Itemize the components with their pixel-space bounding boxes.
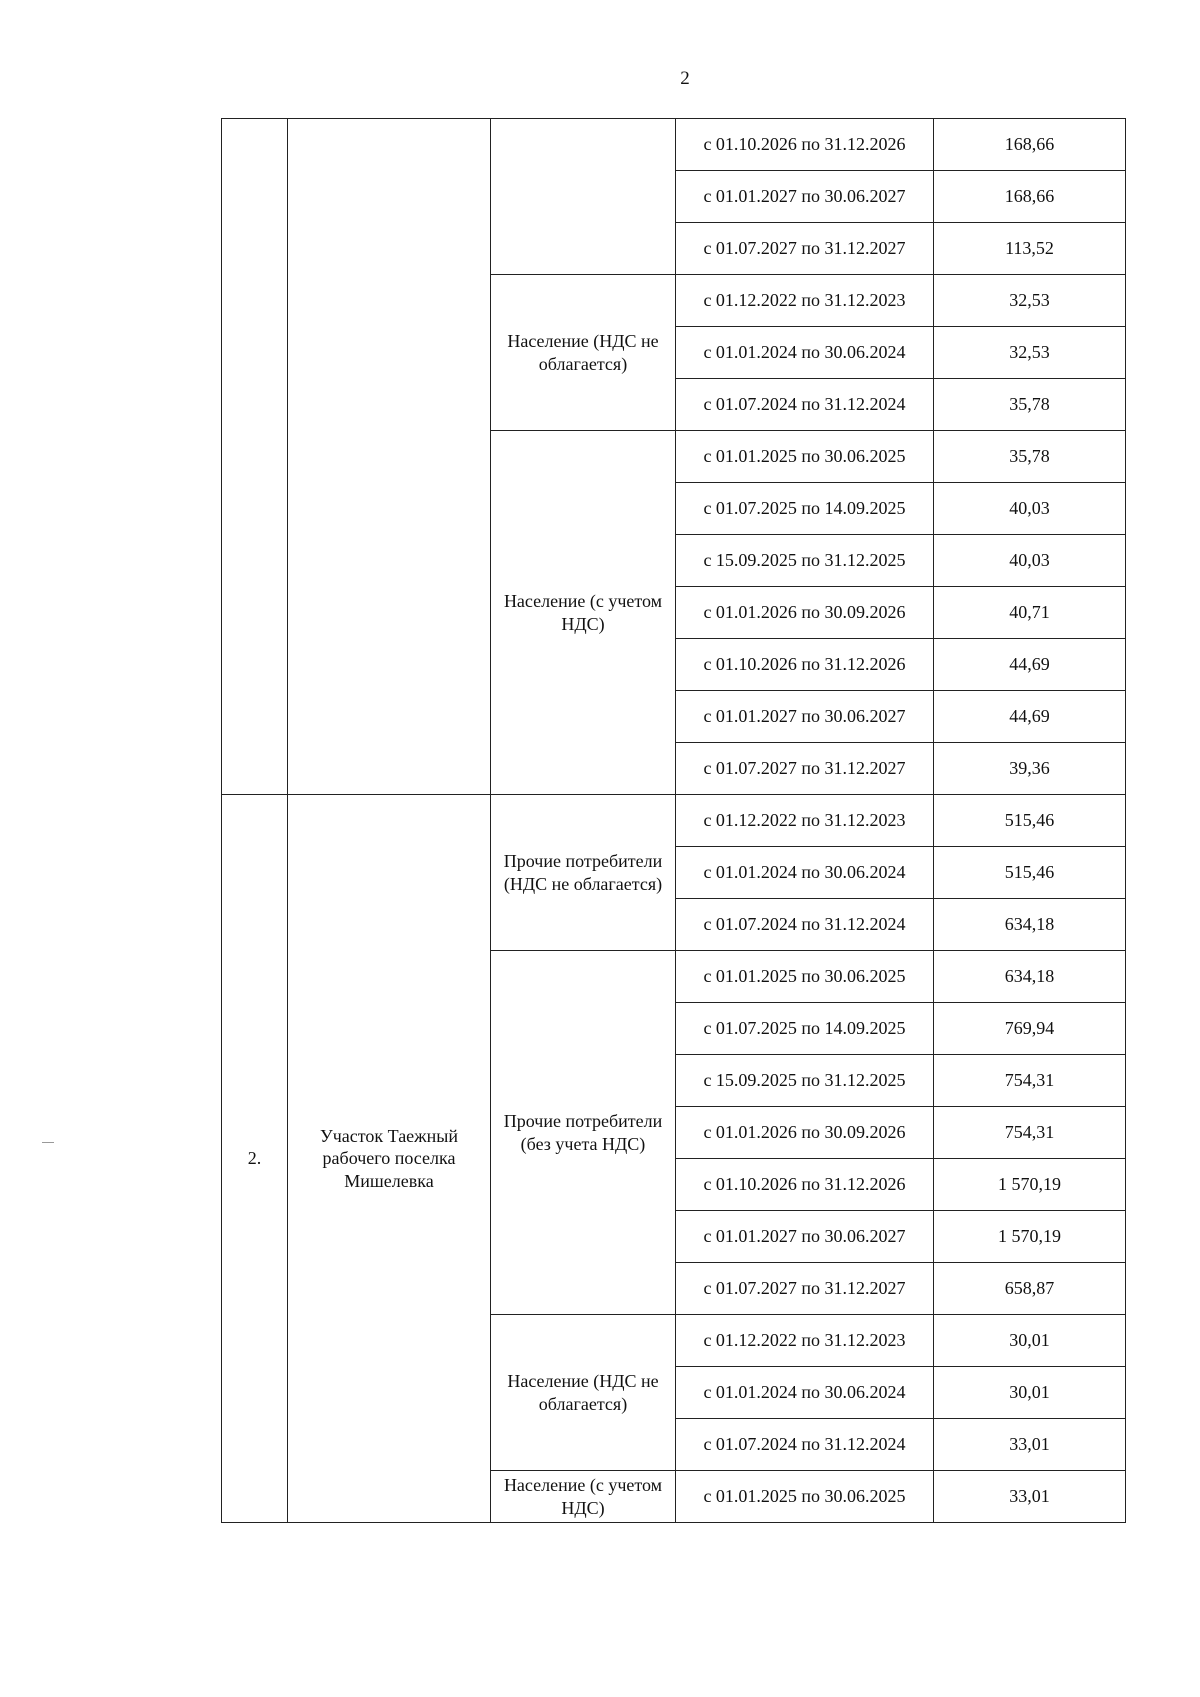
tariff-value-cell: 634,18 [934,899,1126,951]
period-cell: с 01.01.2025 по 30.06.2025 [676,1471,934,1523]
row-number-cell [222,119,288,795]
tariff-value-cell: 40,71 [934,587,1126,639]
period-cell: с 01.12.2022 по 31.12.2023 [676,795,934,847]
tariff-value-cell: 33,01 [934,1471,1126,1523]
tariff-value-cell: 1 570,19 [934,1159,1126,1211]
tariff-table [221,118,1126,1523]
period-cell: с 01.12.2022 по 31.12.2023 [676,1315,934,1367]
row-number-cell: 2. [222,795,288,1523]
period-cell: с 01.01.2027 по 30.06.2027 [676,1211,934,1263]
tariff-value-cell: 40,03 [934,535,1126,587]
tariff-value-cell: 44,69 [934,639,1126,691]
tariff-table-body [222,119,1126,1523]
period-cell: с 01.10.2026 по 31.12.2026 [676,639,934,691]
consumer-group-cell: Прочие потребители (НДС не облагается) [491,795,676,951]
object-name-cell: Участок Таежный рабочего поселка Мишелевка [288,795,491,1523]
tariff-value-cell: 769,94 [934,1003,1126,1055]
consumer-group-cell [491,119,676,275]
period-cell: с 01.07.2024 по 31.12.2024 [676,899,934,951]
period-cell: с 15.09.2025 по 31.12.2025 [676,1055,934,1107]
period-cell: с 01.10.2026 по 31.12.2026 [676,1159,934,1211]
tariff-value-cell: 168,66 [934,119,1126,171]
tariff-value-cell: 754,31 [934,1055,1126,1107]
period-cell: с 01.07.2027 по 31.12.2027 [676,223,934,275]
scan-mark [42,1142,54,1143]
tariff-value-cell: 634,18 [934,951,1126,1003]
tariff-value-cell: 30,01 [934,1315,1126,1367]
tariff-value-cell: 113,52 [934,223,1126,275]
table-row [222,119,1126,171]
tariff-value-cell: 35,78 [934,431,1126,483]
consumer-group-cell: Прочие потребители (без учета НДС) [491,951,676,1315]
period-cell: с 01.07.2024 по 31.12.2024 [676,379,934,431]
period-cell: с 01.01.2024 по 30.06.2024 [676,1367,934,1419]
period-cell: с 01.01.2024 по 30.06.2024 [676,847,934,899]
period-cell: с 01.01.2025 по 30.06.2025 [676,431,934,483]
period-cell: с 01.01.2024 по 30.06.2024 [676,327,934,379]
consumer-group-cell: Население (с учетом НДС) [491,431,676,795]
consumer-group-cell: Население (НДС не облагается) [491,1315,676,1471]
period-cell: с 01.10.2026 по 31.12.2026 [676,119,934,171]
period-cell: с 15.09.2025 по 31.12.2025 [676,535,934,587]
tariff-value-cell: 515,46 [934,795,1126,847]
tariff-value-cell: 32,53 [934,275,1126,327]
consumer-group-cell: Население (НДС не облагается) [491,275,676,431]
period-cell: с 01.01.2026 по 30.09.2026 [676,587,934,639]
tariff-value-cell: 35,78 [934,379,1126,431]
tariff-value-cell: 168,66 [934,171,1126,223]
tariff-value-cell: 39,36 [934,743,1126,795]
page-number: 2 [680,68,690,89]
period-cell: с 01.01.2025 по 30.06.2025 [676,951,934,1003]
tariff-value-cell: 30,01 [934,1367,1126,1419]
period-cell: с 01.07.2025 по 14.09.2025 [676,1003,934,1055]
period-cell: с 01.07.2027 по 31.12.2027 [676,1263,934,1315]
period-cell: с 01.07.2025 по 14.09.2025 [676,483,934,535]
tariff-value-cell: 515,46 [934,847,1126,899]
period-cell: с 01.12.2022 по 31.12.2023 [676,275,934,327]
period-cell: с 01.01.2026 по 30.09.2026 [676,1107,934,1159]
period-cell: с 01.01.2027 по 30.06.2027 [676,171,934,223]
table-row [222,795,1126,847]
object-name-cell [288,119,491,795]
period-cell: с 01.07.2024 по 31.12.2024 [676,1419,934,1471]
tariff-value-cell: 44,69 [934,691,1126,743]
period-cell: с 01.07.2027 по 31.12.2027 [676,743,934,795]
tariff-value-cell: 32,53 [934,327,1126,379]
period-cell: с 01.01.2027 по 30.06.2027 [676,691,934,743]
tariff-value-cell: 658,87 [934,1263,1126,1315]
tariff-value-cell: 1 570,19 [934,1211,1126,1263]
tariff-value-cell: 33,01 [934,1419,1126,1471]
tariff-value-cell: 40,03 [934,483,1126,535]
consumer-group-cell: Население (с учетом НДС) [491,1471,676,1523]
tariff-value-cell: 754,31 [934,1107,1126,1159]
